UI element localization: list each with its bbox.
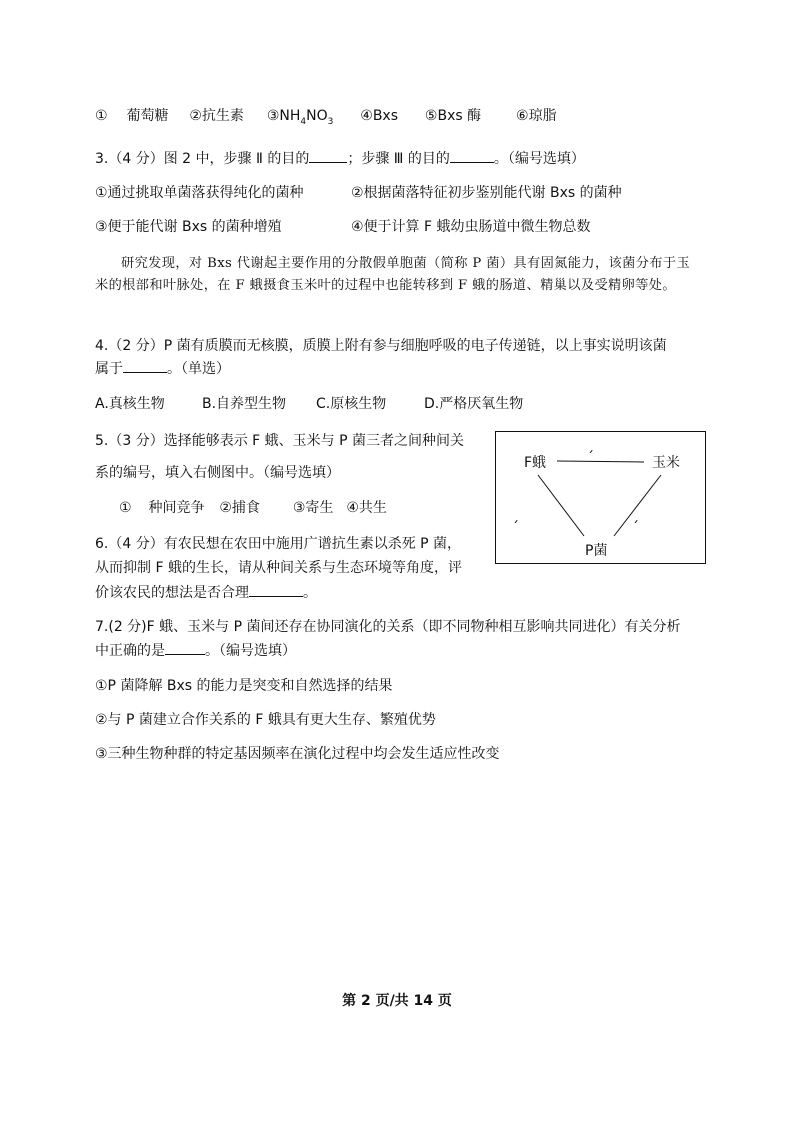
option-6-agar: ⑥琼脂 — [516, 108, 557, 124]
q3-blank-1[interactable] — [309, 148, 347, 163]
q4-options — [95, 394, 524, 414]
q6-stem-line3 — [95, 582, 317, 603]
answer-blank-right[interactable]: ˊ — [632, 520, 639, 536]
relationship-diagram — [495, 431, 706, 564]
q3-option-3: ③便于能代谢 Bxs 的菌种增殖 — [95, 219, 282, 235]
q5-option-3-parasitism: ③寄生 — [292, 500, 334, 516]
q5-stem-line1: 5.（3 分）选择能够表示 F 蛾、玉米与 P 菌三者之间种间关 — [95, 433, 465, 449]
line-moth-bacteria — [538, 475, 584, 536]
q5-option-4-mutualism: ④共生 — [346, 500, 387, 516]
q4-stem-line1: 4.（2 分）P 菌有质膜而无核膜，质膜上附有参与细胞呼吸的电子传递链，以上事实说明该菌 — [95, 338, 667, 354]
reading-passage: 研究发现，对 Bxs 代谢起主要作用的分散假单胞菌（简称 P 菌）具有固氮能力，该菌分布于玉米的根部和叶脉处，在 F 蛾摄食玉米叶的过程中也能转移到 F 蛾的肠道、精巢以及受精卵等处。 — [95, 256, 691, 293]
q7-stem-line2 — [95, 640, 296, 661]
q7-suffix: 。（编号选填） — [205, 643, 296, 659]
option-1-glucose: 葡萄糖 — [126, 108, 169, 124]
q5-options — [119, 498, 387, 518]
option-5-bxs-enzyme: ⑤Bxs 酶 — [424, 108, 482, 124]
q4-option-d: D.严格厌氧生物 — [424, 396, 524, 412]
q6-stem-line2: 从而抑制 F 蛾的生长，请从种间关系与生态环境等角度，评 — [95, 560, 462, 576]
page-footer: 第 2 页/共 14 页 — [342, 993, 452, 1009]
option-4-bxs: ④Bxs — [360, 108, 399, 124]
q4-stem-line2 — [95, 358, 230, 379]
label-f-moth: F蛾 — [524, 455, 547, 471]
q4-blank[interactable] — [123, 358, 167, 373]
q4-prefix: 属于 — [95, 361, 123, 377]
option-3-ammonium-nitrate: $③NH_4NO_3$ — [266, 108, 334, 127]
q3-part1: 3.（4 分）图 2 中，步骤 Ⅱ 的目的 — [95, 151, 310, 167]
q4-option-c: C.原核生物 — [316, 396, 387, 412]
label-corn: 玉米 — [652, 455, 680, 471]
q7-option-1: ①P 菌降解 Bxs 的能力是突变和自然选择的结果 — [95, 678, 393, 694]
q4-option-a: A.真核生物 — [95, 396, 165, 412]
q3-stem — [95, 148, 585, 169]
options-row — [95, 106, 557, 132]
q7-stem-line1: 7.(2 分)F 蛾、玉米与 P 菌间还存在协同演化的关系（即不同物种相互影响共同进化）有关分析 — [95, 619, 681, 635]
q5-option-1-competition: 种间竞争 — [148, 500, 205, 516]
answer-blank-top[interactable]: ˊ — [587, 450, 594, 466]
q6-suffix: 。 — [303, 585, 317, 601]
label-p-bacteria: P菌 — [585, 543, 608, 559]
q3-option-2: ②根据菌落特征初步鉴别能代谢 Bxs 的菌种 — [351, 185, 622, 201]
q3-part3: 。（编号选填） — [493, 151, 585, 167]
q6-stem-line1: 6.（4 分）有农民想在农田中施用广谱抗生素以杀死 P 菌， — [95, 536, 462, 552]
q3-option-4: ④便于计算 F 蛾幼虫肠道中微生物总数 — [351, 219, 591, 235]
q6-blank[interactable] — [249, 582, 303, 597]
q5-option-1-marker: ① — [119, 500, 132, 516]
line-moth-corn — [557, 461, 644, 462]
q3-options-row-1 — [95, 183, 622, 203]
answer-blank-left[interactable]: ˊ — [512, 520, 519, 536]
q4-suffix: 。（单选） — [167, 361, 230, 377]
q3-blank-2[interactable] — [450, 148, 494, 163]
option-2-antibiotic: ②抗生素 — [189, 108, 244, 124]
q5-option-2-predation: ②捕食 — [219, 500, 260, 516]
q7-option-3: ③三种生物种群的特定基因频率在演化过程中均会发生适应性改变 — [95, 746, 500, 762]
q6-prefix: 价该农民的想法是否合理 — [95, 585, 249, 601]
q3-options-row-2 — [95, 217, 591, 237]
q4-option-b: B.自养型生物 — [202, 396, 287, 412]
option-1-marker: ① — [95, 108, 108, 124]
q7-prefix: 中正确的是 — [95, 643, 165, 659]
q3-option-1: ①通过挑取单菌落获得纯化的菌种 — [95, 185, 304, 201]
q7-option-2: ②与 P 菌建立合作关系的 F 蛾具有更大生存、繁殖优势 — [95, 712, 436, 728]
q7-blank[interactable] — [165, 640, 205, 655]
q3-part2: ；步骤 Ⅲ 的目的 — [347, 151, 450, 167]
q5-stem-line2: 系的编号，填入右侧图中。（编号选填） — [95, 465, 340, 481]
